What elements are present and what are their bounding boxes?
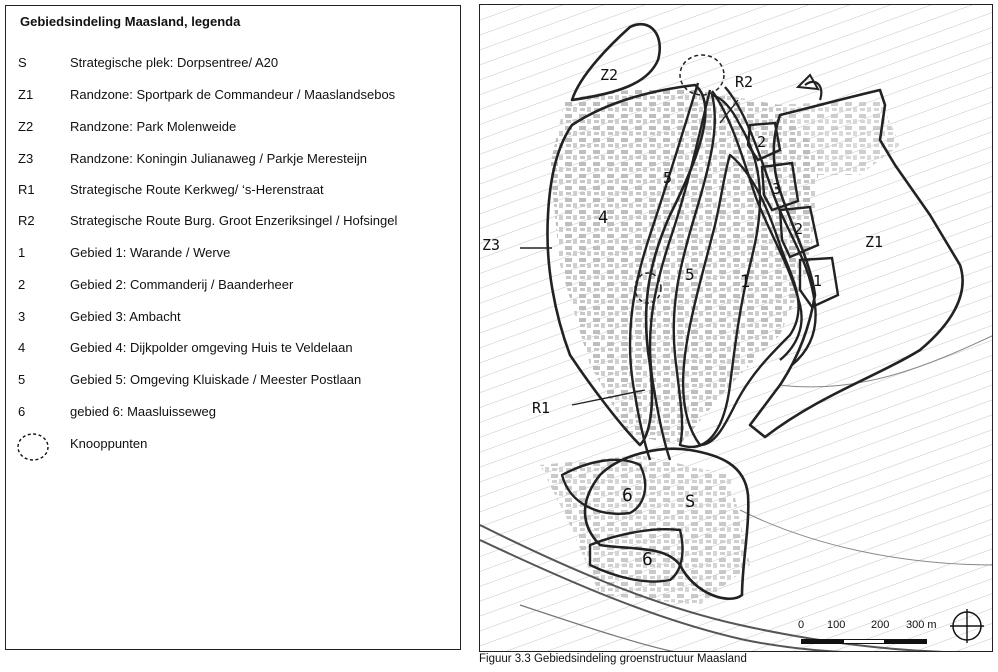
map-label-area-1: 1	[740, 272, 751, 292]
map-label-r2: R2	[735, 73, 754, 91]
legend-label: Randzone: Sportpark de Commandeur / Maaslandsebos	[70, 87, 396, 102]
legend-item-z2	[6, 119, 456, 139]
scale-segment	[801, 639, 843, 644]
legend-item-s	[6, 55, 456, 75]
legend-code: Z1	[18, 87, 34, 102]
legend-code: Z3	[18, 151, 34, 166]
map-label-area-2-top: 2	[757, 133, 767, 151]
legend-label: Gebied 3: Ambacht	[70, 309, 181, 324]
map-label-area-5-mid: 5	[685, 265, 695, 284]
scale-segment	[843, 639, 885, 644]
legend-label: Strategische Route Kerkweg/ ‘s-Herenstraat	[70, 182, 324, 197]
legend-code: 4	[18, 340, 26, 355]
legend-label: Strategische Route Burg. Groot Enzeriksingel / Hofsingel	[70, 213, 398, 228]
scale-tick-label: 200	[871, 619, 890, 631]
legend-code: 1	[18, 245, 26, 260]
legend-label: Strategische plek: Dorpsentree/ A20	[70, 55, 279, 70]
scale-tick-label: 0	[798, 619, 805, 631]
map-label-area-5-top: 5	[663, 169, 673, 187]
legend-item-r2	[6, 213, 456, 233]
map-label-area-1-right: 1	[813, 272, 823, 290]
map-label-z3: Z3	[482, 236, 501, 254]
map-label-z2: Z2	[600, 66, 619, 84]
legend-panel	[5, 5, 461, 650]
legend-item-r1	[6, 182, 456, 202]
legend-label: Gebied 5: Omgeving Kluiskade / Meester Postlaan	[70, 372, 362, 387]
legend-label: Randzone: Koningin Julianaweg / Parkje Meresteijn	[70, 151, 368, 166]
legend-code: Z2	[18, 119, 34, 134]
legend-code: 3	[18, 309, 26, 324]
legend-item-1	[6, 245, 456, 265]
legend-code: 2	[18, 277, 26, 292]
map-panel	[479, 4, 993, 652]
legend-code: S	[18, 55, 27, 70]
map-label-z1: Z1	[865, 233, 884, 251]
legend-label: Randzone: Park Molenweide	[70, 119, 237, 134]
scale-bar	[798, 619, 938, 643]
legend-label: Gebied 1: Warande / Werve	[70, 245, 231, 260]
legend-label: Gebied 2: Commanderij / Baanderheer	[70, 277, 294, 292]
legend-code: R2	[18, 213, 35, 228]
map-label-area-2-mid: 2	[794, 220, 804, 238]
knooppunt-circle-icon	[16, 432, 50, 462]
legend-label: Knooppunten	[70, 436, 148, 451]
map-label-area-3: 3	[772, 180, 782, 198]
north-arrow-icon	[950, 609, 984, 643]
map-label-s: S	[685, 492, 696, 512]
map-label-area-4: 4	[598, 208, 609, 228]
scale-tick-label: 100	[827, 619, 846, 631]
legend-code: 5	[18, 372, 26, 387]
map-drawing	[480, 5, 993, 652]
legend-item-5	[6, 372, 456, 392]
scale-tick-label: 300 m	[906, 619, 937, 631]
scale-segment	[885, 639, 927, 644]
legend-label: gebied 6: Maasluisseweg	[70, 404, 216, 419]
legend-item-z3	[6, 151, 456, 171]
legend-item-2	[6, 277, 456, 297]
legend-item-4	[6, 340, 456, 360]
legend-title: Gebiedsindeling Maasland, legenda	[20, 14, 241, 29]
map-label-area-6-left: 6	[622, 485, 633, 506]
legend-item-knooppunten	[6, 436, 456, 456]
figure-caption: Figuur 3.3 Gebiedsindeling groenstructuur Maasland	[479, 653, 747, 665]
map-label-r1: R1	[532, 399, 551, 417]
legend-item-z1	[6, 87, 456, 107]
legend-code: 6	[18, 404, 26, 419]
legend-item-6	[6, 404, 456, 424]
map-label-area-6-bottom: 6	[642, 549, 653, 570]
legend-item-3	[6, 309, 456, 329]
legend-code: R1	[18, 182, 35, 197]
legend-label: Gebied 4: Dijkpolder omgeving Huis te Veldelaan	[70, 340, 353, 355]
